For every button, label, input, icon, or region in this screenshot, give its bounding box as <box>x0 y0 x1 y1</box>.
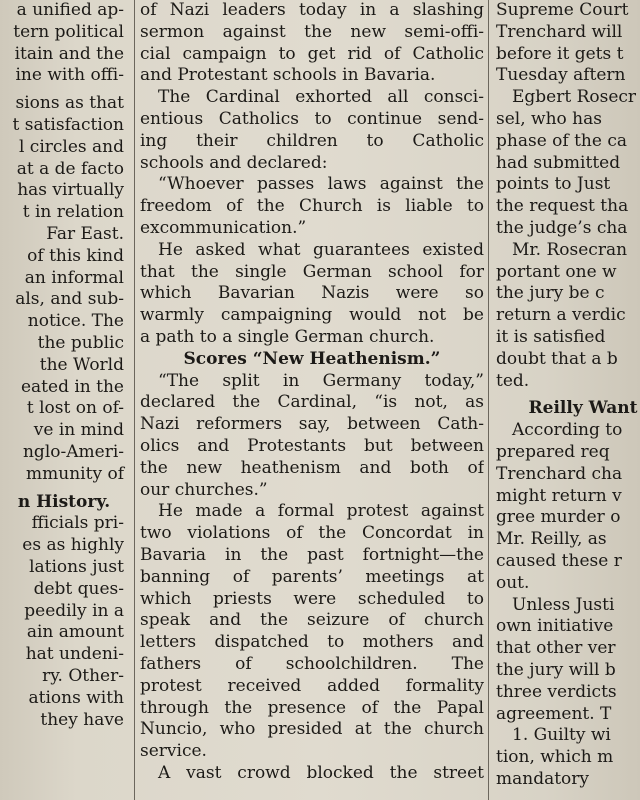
text-line: phase of the ca <box>496 130 627 151</box>
text-line: an informal <box>24 267 124 288</box>
text-line: Unless Justi <box>512 594 615 615</box>
left-column <box>0 0 128 800</box>
text-line: portant one w <box>496 261 617 282</box>
text-line: the new heathenism and both of <box>140 457 484 478</box>
text-line: prepared req <box>496 441 610 462</box>
text-line: sel, who has <box>496 108 602 129</box>
text-line: had submitted <box>496 152 621 173</box>
text-line: freedom of the Church is liable to <box>140 196 484 217</box>
text-line: has virtually <box>17 180 124 201</box>
text-line: schools and declared: <box>140 152 328 173</box>
text-line: mandatory <box>496 768 590 789</box>
text-line: peedily in a <box>24 600 124 621</box>
text-line: letters dispatched to mothers and <box>140 632 484 653</box>
text-line: debt ques- <box>33 578 124 599</box>
text-line: Nuncio, who presided at the church <box>140 719 484 740</box>
text-line: before it gets t <box>496 43 624 64</box>
text-line: they have <box>40 709 124 730</box>
text-line: Trenchard will <box>496 21 623 42</box>
text-line: ations with <box>28 687 124 708</box>
text-line: A vast crowd blocked the street <box>158 762 484 783</box>
text-line: fathers of schoolchildren. The <box>140 653 484 674</box>
subhead: Scores “New Heathenism.” <box>183 348 441 369</box>
text-line: a path to a single German church. <box>140 326 435 347</box>
text-line: the judge’s cha <box>496 217 628 238</box>
text-line: out. <box>496 572 530 593</box>
text-line: fficials pri- <box>31 513 124 534</box>
text-line: Nazi reformers say, between Cath- <box>140 414 484 435</box>
text-line: two violations of the Concordat in <box>140 523 484 544</box>
text-line: t satisfaction <box>12 114 124 135</box>
text-line: Supreme Court <box>496 0 629 20</box>
text-line: The Cardinal exhorted all consci- <box>158 87 484 108</box>
text-line: points to Just <box>496 174 611 195</box>
text-line: Far East. <box>46 223 124 244</box>
text-line: Mr. Reilly, as <box>496 529 607 550</box>
text-line: of Nazi leaders today in a slashing <box>140 0 484 20</box>
text-line: tern political <box>13 21 124 42</box>
text-line: excommunication.” <box>140 217 307 238</box>
text-line: sions as that <box>15 93 124 114</box>
text-line: a unified ap- <box>16 0 124 20</box>
text-line: doubt that a b <box>496 348 618 369</box>
text-line: ine with offi- <box>15 65 124 86</box>
text-line: ain amount <box>26 622 124 643</box>
text-line: which Bavarian Nazis were so <box>140 283 484 304</box>
text-line: own initiative <box>496 616 614 637</box>
text-line: hat undeni- <box>25 644 124 665</box>
text-line: return a verdic <box>496 305 626 326</box>
text-line: our churches.” <box>140 479 268 500</box>
text-line: agreement. T <box>496 703 612 724</box>
text-line: ve in mind <box>33 420 124 441</box>
text-line: notice. The <box>27 311 124 332</box>
text-line: He made a formal protest against <box>158 501 484 522</box>
text-line: service. <box>140 741 207 762</box>
text-line: nglo-Ameri- <box>22 441 124 462</box>
text-line: ry. Other- <box>42 665 124 686</box>
text-line: through the presence of the Papal <box>140 697 484 718</box>
text-line: entious Catholics to continue send- <box>140 108 484 129</box>
column-rule <box>488 0 489 800</box>
text-line: According to <box>512 420 623 441</box>
text-line: and Protestant schools in Bavaria. <box>140 65 436 86</box>
text-line: cial campaign to get rid of Catholic <box>140 43 484 64</box>
text-line: sermon against the new semi-offi- <box>140 21 484 42</box>
text-line: t lost on of- <box>26 398 124 419</box>
text-line: Egbert Rosecr <box>512 87 637 108</box>
text-line: Mr. Rosecran <box>512 239 628 260</box>
text-line: that the single German school for <box>140 261 484 282</box>
text-line: that other ver <box>496 638 616 659</box>
text-line: ing their children to Catholic <box>140 130 484 151</box>
text-line: olics and Protestants but between <box>140 435 484 456</box>
text-line: “Whoever passes laws against the <box>158 174 484 195</box>
text-line: warmly campaigning would not be <box>140 305 484 326</box>
text-line: the public <box>37 332 124 353</box>
center-column <box>140 0 484 800</box>
text-line: es as highly <box>22 535 124 556</box>
text-line: declared the Cardinal, “is not, as <box>140 392 484 413</box>
text-line: speak and the seizure of church <box>140 610 484 631</box>
column-rule <box>134 0 135 800</box>
text-line: three verdicts <box>496 681 617 702</box>
section-heading: n History. <box>17 491 111 512</box>
text-line: the World <box>39 354 124 375</box>
text-line: of this kind <box>27 245 124 266</box>
text-line: t in relation <box>22 202 124 223</box>
text-line: tion, which m <box>496 747 614 768</box>
text-line: Trenchard cha <box>496 463 623 484</box>
text-line: itain and the <box>14 43 124 64</box>
text-line: He asked what guarantees existed <box>158 239 484 260</box>
text-line: the request tha <box>496 196 629 217</box>
text-line: 1. Guilty wi <box>512 725 611 746</box>
text-line: might return v <box>496 485 622 506</box>
text-line: mmunity of <box>26 463 124 484</box>
text-line: at a de facto <box>16 158 124 179</box>
text-line: lations just <box>29 556 124 577</box>
text-line: caused these r <box>496 550 622 571</box>
text-line: eated in the <box>20 376 124 397</box>
text-line: Bavaria in the past fortnight—the <box>140 544 484 565</box>
text-line: “The split in Germany today,” <box>158 370 484 391</box>
text-line: which priests were scheduled to <box>140 588 484 609</box>
text-line: ted. <box>496 370 530 391</box>
right-column <box>494 0 640 800</box>
text-line: als, and sub- <box>15 289 124 310</box>
text-line: gree murder o <box>496 507 621 528</box>
text-line: Tuesday aftern <box>496 65 626 86</box>
text-line: the jury be c <box>496 283 605 304</box>
section-heading: Reilly Want <box>528 398 638 419</box>
text-line: protest received added formality <box>140 675 484 696</box>
text-line: banning of parents’ meetings at <box>140 566 484 587</box>
text-line: it is satisfied <box>496 326 606 347</box>
text-line: l circles and <box>18 136 124 157</box>
text-line: the jury will b <box>496 659 616 680</box>
